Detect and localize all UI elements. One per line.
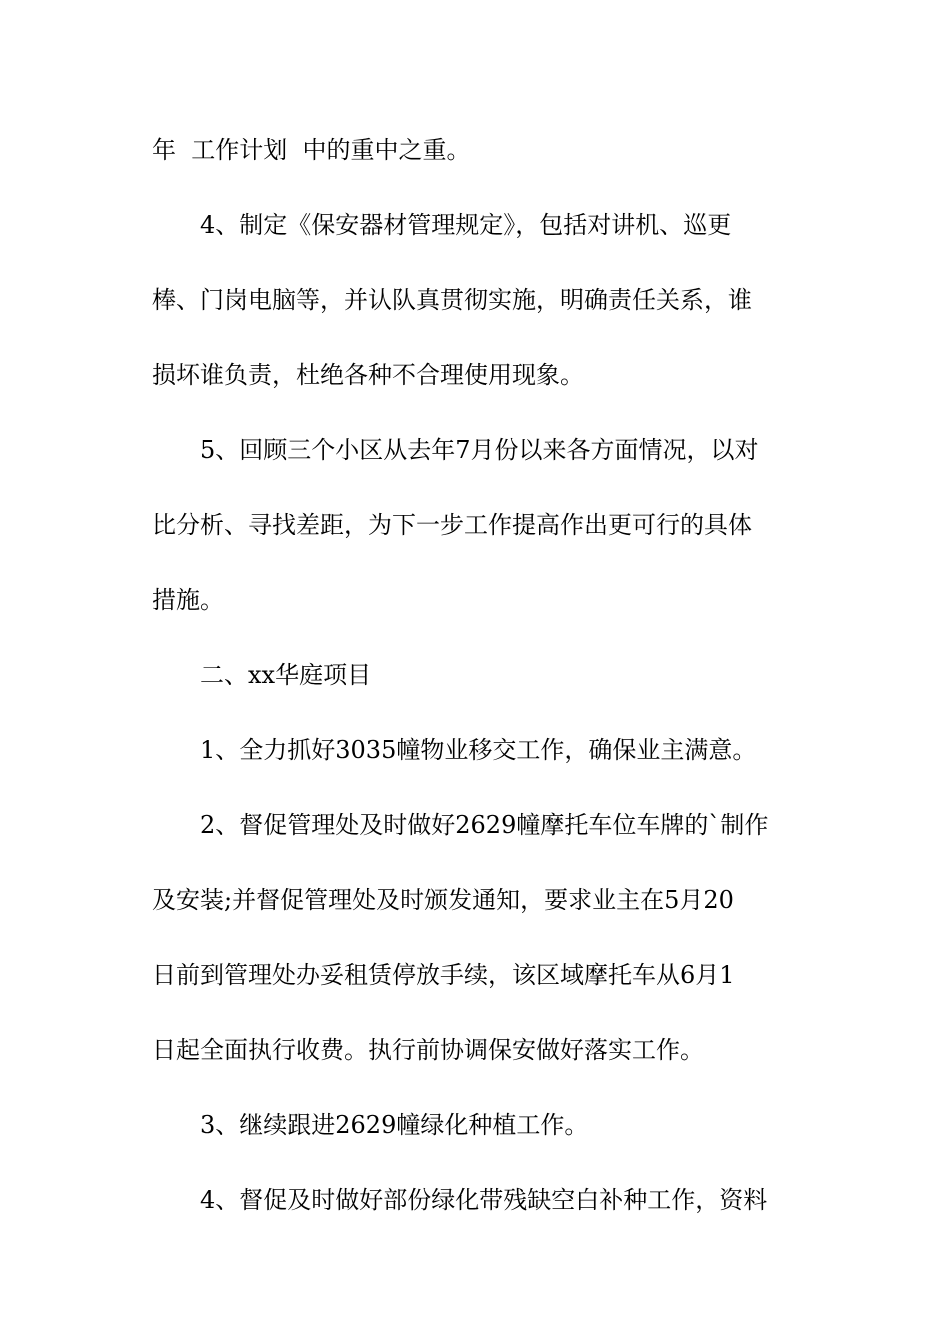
text-line: 4、制定《保安器材管理规定》，包括对讲机、巡更 [200, 211, 732, 239]
section-heading: 二、xx华庭项目 [200, 661, 372, 689]
text-line: 年 工作计划 中的重中之重。 [152, 136, 471, 164]
text-line: 5、回顾三个小区从去年7月份以来各方面情况，以对 [200, 436, 759, 464]
text-line: 日起全面执行收费。执行前协调保安做好落实工作。 [152, 1036, 704, 1064]
text-line: 2、督促管理处及时做好2629幢摩托车位车牌的`制作 [200, 811, 769, 839]
text-line: 措施。 [152, 586, 224, 614]
text-line: 1、全力抓好3035幢物业移交工作，确保业主满意。 [200, 736, 757, 764]
text-line: 棒、门岗电脑等，并认队真贯彻实施，明确责任关系，谁 [152, 286, 752, 314]
text-line: 及安装;并督促管理处及时颁发通知，要求业主在5月20 [152, 886, 734, 914]
text-line: 3、继续跟进2629幢绿化种植工作。 [200, 1111, 589, 1139]
text-line: 比分析、寻找差距，为下一步工作提高作出更可行的具体 [152, 511, 752, 539]
text-line: 4、督促及时做好部份绿化带残缺空白补种工作，资料 [200, 1186, 768, 1214]
text-line: 日前到管理处办妥租赁停放手续，该区域摩托车从6月1 [152, 961, 735, 989]
text-line: 损坏谁负责，杜绝各种不合理使用现象。 [152, 361, 584, 389]
